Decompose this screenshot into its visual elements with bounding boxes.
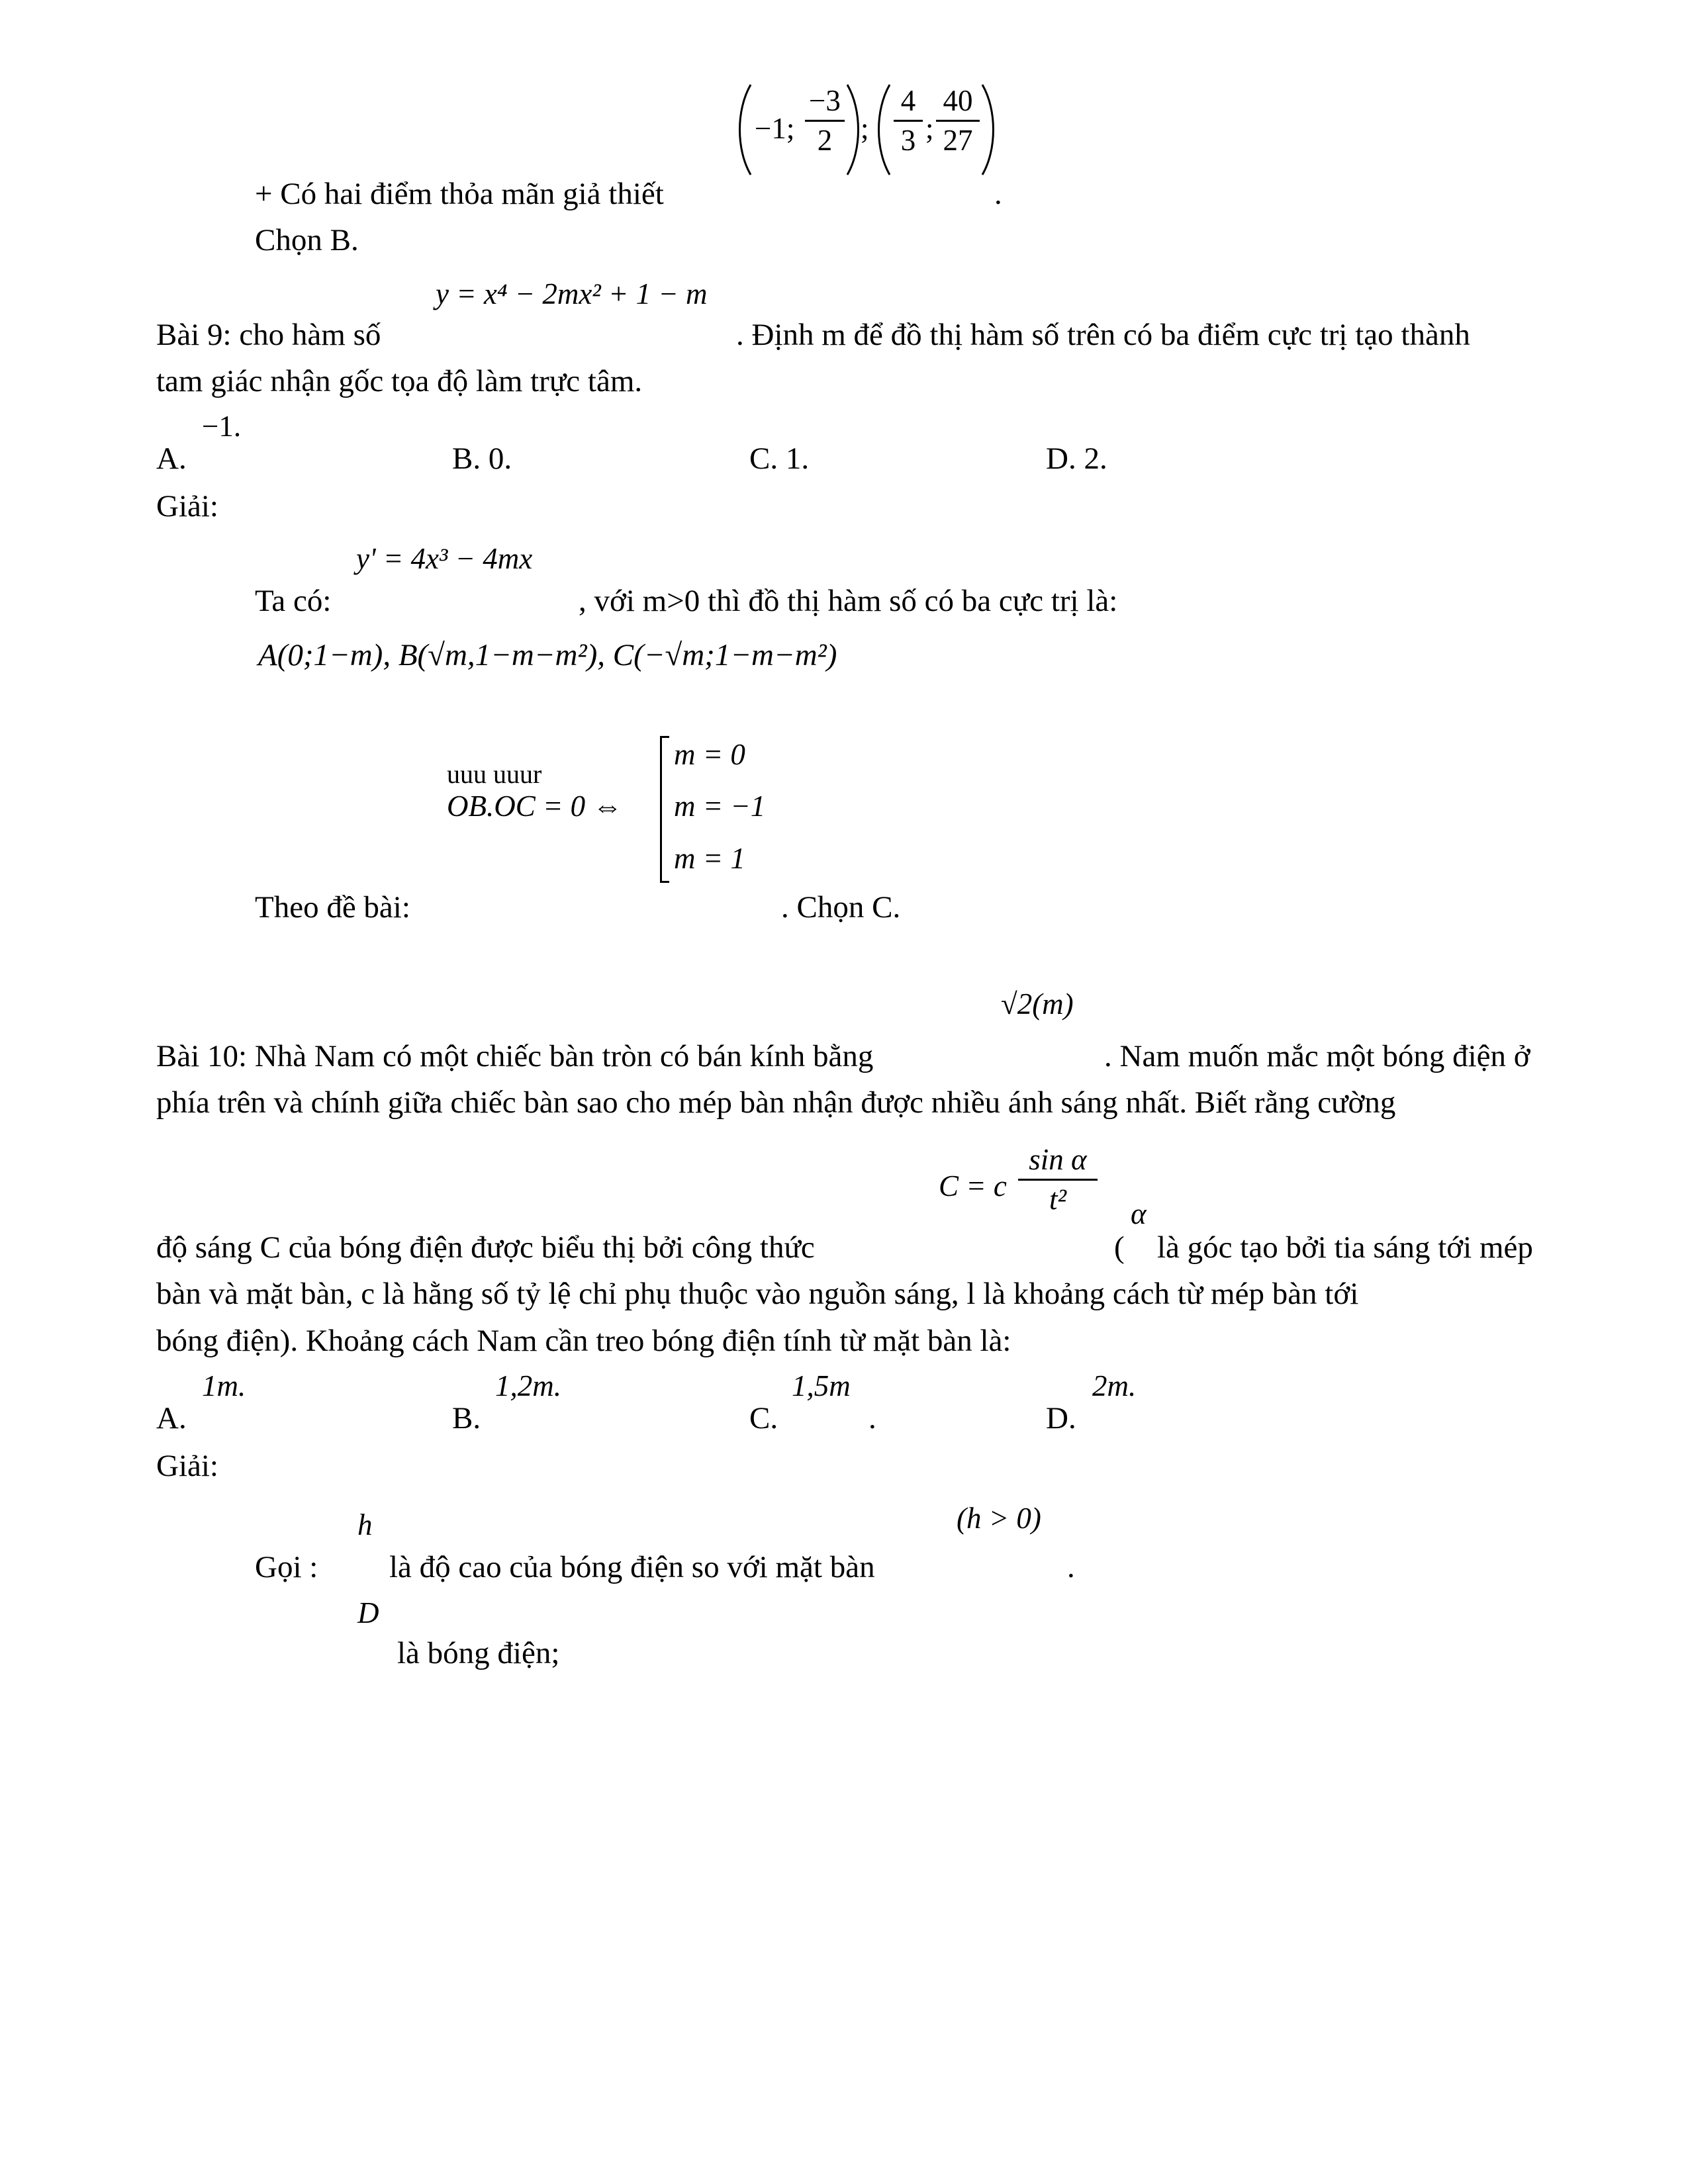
bai9-option-a: A. [156, 441, 187, 476]
bai9-cases-bracket-top [660, 736, 669, 738]
bai10-line3-paren: ( [1114, 1230, 1125, 1265]
point2-x-den: 3 [894, 120, 923, 156]
bai9-ta-co-rest: , với m>0 thì đồ thị hàm số có ba cực trị là: [579, 584, 1118, 618]
bai10-d-rest: là bóng điện; [397, 1636, 560, 1670]
bai10-h-condition: (h > 0) [957, 1502, 1041, 1535]
bai9-function-formula: y = x⁴ − 2mx² + 1 − m [436, 277, 708, 310]
bai9-option-c: C. 1. [749, 441, 810, 476]
bai10-option-c: C. [749, 1401, 778, 1435]
bai9-text-end: . Định m để đồ thị hàm số trên có ba điểm cực trị tạo thành [736, 318, 1470, 352]
bai9-text-start: Bài 9: cho hàm số [156, 318, 381, 352]
bai10-option-c-dot: . [868, 1401, 876, 1435]
point2-separator: ; [925, 112, 934, 145]
bai10-line3-end: là góc tạo bởi tia sáng tới mép [1157, 1230, 1533, 1265]
bai9-ta-co: Ta có: [255, 584, 332, 618]
bai9-vector-arrows: uuu uuur [447, 759, 542, 789]
point2-x-num: 4 [900, 84, 916, 117]
bai10-option-c-value: 1,5m [792, 1369, 851, 1402]
bai9-theo-de-bai: Theo đề bài: [255, 890, 410, 925]
bai9-solution-heading: Giải: [156, 489, 218, 523]
point1-x: −1; [755, 112, 795, 145]
bai9-option-b: B. 0. [452, 441, 512, 476]
bai9-text-line2: tam giác nhận gốc tọa độ làm trực tâm. [156, 364, 643, 398]
point2-x-fraction [894, 86, 923, 156]
bai10-d-variable: D [357, 1596, 379, 1629]
bai10-option-d: D. [1046, 1401, 1076, 1435]
bai10-goi-rest: là độ cao của bóng điện so với mặt bàn [389, 1550, 875, 1584]
bai9-answer-c: . Chọn C. [781, 890, 901, 925]
bai10-radius: √2(m) [1001, 987, 1074, 1021]
bai10-alpha-symbol: α [1131, 1197, 1147, 1230]
point2-y-num: 40 [943, 84, 973, 117]
points-sentence: + Có hai điểm thỏa mãn giả thiết [255, 177, 664, 211]
point1-y-num: −3 [809, 84, 841, 117]
bai10-line1-start: Bài 10: Nhà Nam có một chiếc bàn tròn có bán kính bằng [156, 1039, 874, 1073]
bai9-case-3: m = 1 [674, 842, 745, 875]
bai10-line2: phía trên và chính giữa chiếc bàn sao cho mép bàn nhận được nhiều ánh sáng nhất. Biết rằng cường [156, 1085, 1396, 1120]
answer-choose-b: Chọn B. [255, 223, 359, 257]
point2-y-fraction [936, 86, 980, 156]
point2-left-paren [872, 83, 892, 176]
point2-right-paren [980, 83, 1000, 176]
bai10-line3-start: độ sáng C của bóng điện được biểu thị bởi công thức [156, 1230, 815, 1265]
bai9-option-d: D. 2. [1046, 441, 1107, 476]
bai9-extrema-points: A(0;1−m), B(√m,1−m−m²), C(−√m;1−m−m²) [258, 638, 837, 672]
bai9-cases-bracket-vertical [660, 736, 662, 883]
bai10-option-a: A. [156, 1401, 187, 1435]
bai10-line5: bóng điện). Khoảng cách Nam cần treo bóng điện tính từ mặt bàn là: [156, 1324, 1011, 1358]
bai9-case-1: m = 0 [674, 738, 745, 771]
bai10-option-d-value: 2m. [1092, 1369, 1137, 1402]
bai10-formula-lhs: C = c [939, 1169, 1007, 1203]
bai9-option-a-value: −1. [202, 410, 242, 443]
points-sentence-end: . [994, 177, 1002, 211]
bai10-h-variable: h [357, 1508, 373, 1541]
bai10-goi-dot: . [1067, 1550, 1075, 1584]
bai9-cases-bracket-bottom [660, 881, 669, 883]
bai10-formula-den: t² [1018, 1179, 1098, 1214]
bai10-solution-heading: Giải: [156, 1449, 218, 1483]
bai10-formula-fraction [1018, 1145, 1098, 1214]
point1-y-den: 2 [805, 120, 845, 156]
bai9-case-2: m = −1 [674, 790, 766, 823]
bai10-goi: Gọi : [255, 1550, 318, 1584]
bai10-formula-num: sin α [1029, 1143, 1087, 1176]
bai10-option-b: B. [452, 1401, 481, 1435]
point1-y-fraction [805, 86, 845, 156]
bai10-line1-end: . Nam muốn mắc một bóng điện ở [1104, 1039, 1530, 1073]
bai9-orthogonality-condition: OB.OC = 0 ⇔ [447, 790, 623, 823]
point2-y-den: 27 [936, 120, 980, 156]
bai10-line4: bàn và mặt bàn, c là hằng số tỷ lệ chỉ phụ thuộc vào nguồn sáng, l là khoảng cách từ mép bàn tới [156, 1277, 1359, 1311]
bai10-option-b-value: 1,2m. [495, 1369, 561, 1402]
points-separator: ; [861, 112, 869, 145]
bai9-derivative: y' = 4x³ − 4mx [356, 542, 533, 575]
bai10-option-a-value: 1m. [202, 1369, 246, 1402]
left-paren [733, 83, 753, 176]
